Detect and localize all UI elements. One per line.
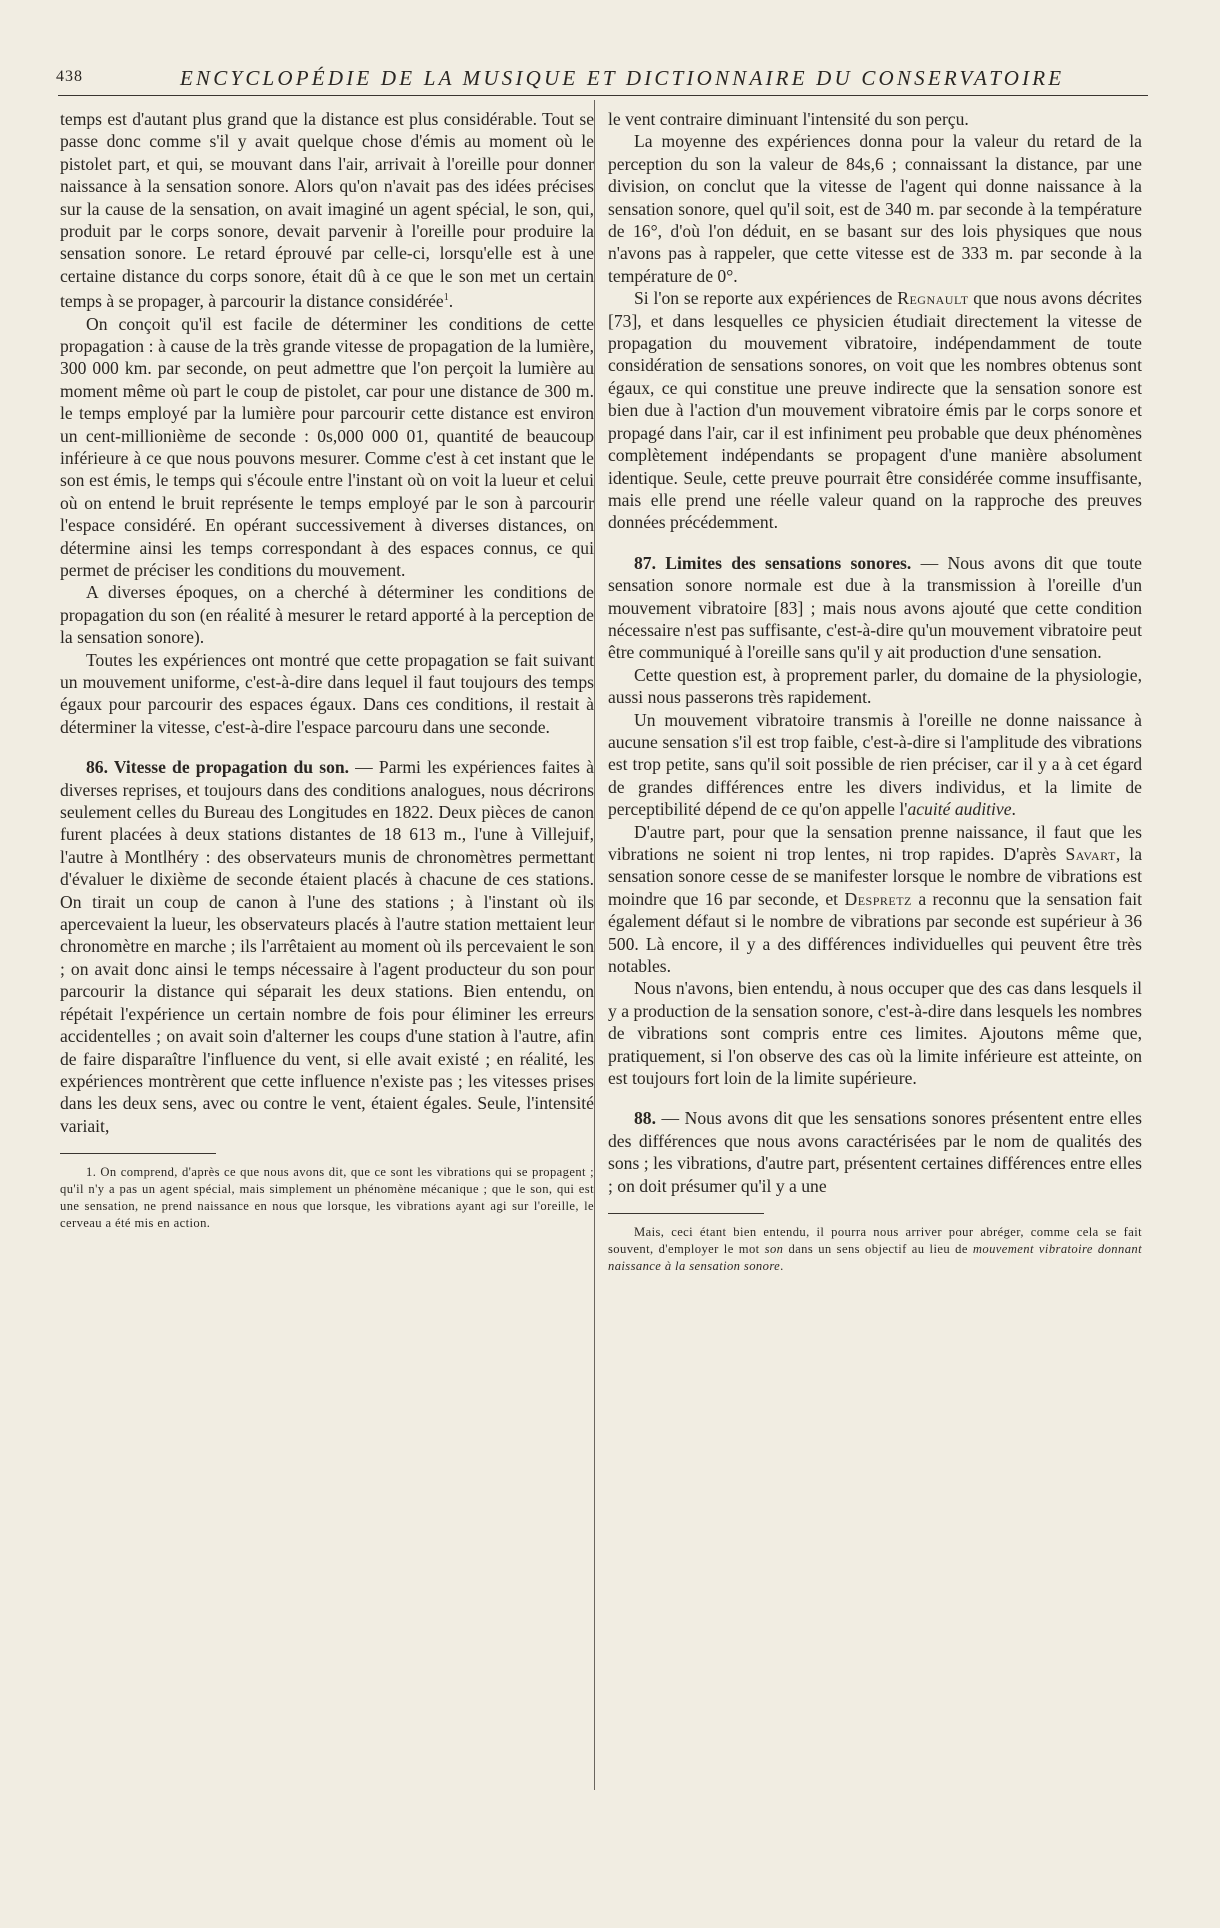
author-name: Despretz: [844, 888, 912, 909]
paragraph: Toutes les expériences ont montré que cette propagation se fait suivant un mouvement uniforme, c'est-à-dire dans lequel il faut toujours des temps égaux pour parcourir des espaces égaux. Dans ces conditions, il restait à déterminer la vitesse, c'est-à-dire l'espace parcouru dans une seconde.: [60, 649, 594, 737]
paragraph: temps est d'autant plus grand que la distance est plus considérable. Tout se passe donc comme s'il y avait quelque chose d'émis au moment où le pistolet part, et qui, se mouvant dans l'air, arrivait à l'oreille pour donner naissance à la sensation sonore. Alors qu'on n'avait pas des idées précises sur la cause de la sensation, on avait imaginé un agent spécial, le son, qui, produit par le corps sonore, devait parvenir à l'oreille pour produire la sensation sonore. Le retard éprouvé par celle-ci, lorsqu'elle est à une certaine distance du corps sonore, était dû à ce que le son met un certain temps à se propager, à parcourir la distance considérée$^1$.: [60, 109, 594, 312]
section-heading: 88.: [634, 1108, 656, 1129]
header-rule: [58, 95, 1148, 96]
emphasis: acuité auditive: [907, 799, 1012, 820]
paragraph: On conçoit qu'il est facile de déterminer les conditions de cette propagation : à cause de la très grande vitesse de propagation de la lumière, 300 000 km. par seconde, on peut admettre que l'on perçoit la lumière au moment même où part le coup de pistolet, car pour une distance de 300 m. le temps employé par la lumière pour parcourir cette distance est environ un cent-millionième de seconde : 0s,000 000 01, quantité de beaucoup inférieure à ce que nous pouvons mesurer. Comme c'est à cet instant que le son est émis, le temps qui s'écoule entre l'instant où on voit la lueur et celui où on entend le bruit représente le temps employé par le son à parcourir l'espace considéré. En opérant successivement à diverses distances, on détermine ainsi les temps correspondant à des espaces connus, ce qui permet de préciser les conditions du mouvement.: [60, 313, 594, 580]
column-divider: [594, 100, 595, 1790]
right-column: [608, 108, 1142, 1274]
running-title: ENCYCLOPÉDIE DE LA MUSIQUE ET DICTIONNAIRE DU CONSERVATOIRE: [180, 66, 1065, 90]
paragraph: A diverses époques, on a cherché à déterminer les conditions de propagation du son (en réalité à mesurer le retard apporté à la perception de la sensation sonore).: [60, 582, 594, 648]
author-name: Savart: [1065, 844, 1116, 864]
paragraph: le vent contraire diminuant l'intensité du son perçu.: [608, 109, 969, 129]
paragraph: Un mouvement vibratoire transmis à l'oreille ne donne naissance à aucune sensation s'il est trop faible, c'est-à-dire si l'amplitude des vibrations est trop petite, sans qu'il soit possible de rien préciser, car il y a à cet égard de grandes différences entre les divers individus, et la limite de perceptibilité dépend de ce qu'on appelle l'acuité auditive.: [608, 709, 1142, 820]
paragraph: Cette question est, à proprement parler, du domaine de la physiologie, aussi nous passerons très rapidement.: [608, 664, 1142, 708]
footnote-ref: 1: [443, 292, 449, 304]
section-86: 86. Vitesse de propagation du son. — Parmi les expériences faites à diverses reprises, et toujours dans des conditions analogues, nous décrirons seulement celles du Bureau des Longitudes en 1822. Deux pièces de canon furent placées à deux stations distantes de 18 613 m., l'une à Villejuif, l'autre à Montlhéry : des observateurs munis de chronomètres permettant d'évaluer le dixième de seconde étaient placés à chacune de ces stations. On tirait un coup de canon à l'une des stations ; à l'instant où ils apercevaient la lueur, les observateurs placés à l'autre station mettaient leur chronomètre en marche ; ils l'arrêtaient au moment où ils percevaient le son ; on avait donc ainsi le temps nécessaire à l'agent producteur du son pour parcourir la distance qui séparait les deux stations. Bien entendu, on répétait l'expérience un certain nombre de fois pour éliminer les erreurs accidentelles ; on avait soin d'alterner les coups d'une station à l'autre, afin de faire disparaître l'influence du vent, si elle avait existé ; en réalité, les expériences montrèrent que cette influence n'existe pas ; les vitesses prises dans les deux sens, avec ou contre le vent, étaient égales. Seule, l'intensité variait,: [60, 757, 594, 1136]
paragraph: D'autre part, pour que la sensation prenne naissance, il faut que les vibrations ne soient ni trop lentes, ni trop rapides. D'après Savart, la sensation sonore cesse de se manifester lorsque le nombre de vibrations est moindre que 16 par seconde, et Despretz a reconnu que la sensation fait également défaut si le nombre de vibrations par seconde est supérieur à 36 500. Là encore, il y a des différences individuelles qui peuvent être très notables.: [608, 821, 1143, 977]
page-header: [56, 66, 1150, 96]
section-87: 87. Limites des sensations sonores. — Nous avons dit que toute sensation sonore normale est due à la transmission à l'oreille d'un mouvement vibratoire [83] ; mais nous avons ajouté que cette condition nécessaire n'est pas suffisante, c'est-à-dire qu'un mouvement vibratoire peut être communiqué à l'oreille sans qu'il y ait production d'une sensation.: [608, 552, 1142, 663]
paragraph: Nous n'avons, bien entendu, à nous occuper que des cas dans lesquels il y a production de la sensation sonore, c'est-à-dire dans lesquels les nombres de vibrations sont compris entre ces limites. Ajoutons même que, pratiquement, si l'on observe des cas où la limite inférieure est atteinte, on est toujours fort loin de la limite supérieure.: [608, 978, 1142, 1089]
footnote-rule: [608, 1213, 764, 1214]
footnote-rule: [60, 1153, 216, 1154]
section-heading: 86. Vitesse de propagation du son.: [86, 757, 350, 778]
footnote: 1. On comprend, d'après ce que nous avons dit, que ce sont les vibrations qui se propagent ; qu'il n'y a pas un agent spécial, mais simplement un phénomène mécanique ; que le son, qui est une sensation, ne prend naissance en nous que lorsque, les vibrations ayant agi sur l'oreille, le cerveau a été mis en action.: [60, 1165, 594, 1230]
page-number: 438: [56, 68, 83, 85]
section-88: 88. — Nous avons dit que les sensations sonores présentent entre elles des différences que nous avons caractérisées par le nom de qualités des sons ; les vibrations, d'autre part, présentent certaines différences entre elles ; on doit présumer qu'il y a une: [608, 1108, 1142, 1196]
paragraph: La moyenne des expériences donna pour la valeur du retard de la perception du son la valeur de 84s,6 ; connaissant la distance, par une division, on conclut que la vitesse de l'agent qui donne naissance à la sensation sonore, quel qu'il soit, est de 340 m. par seconde à la température de 16°, d'où l'on déduit, en se basant sur des lois physiques que nous n'avons pas à rappeler, que cette vitesse est de 333 m. par seconde à la température de 0°.: [608, 131, 1142, 286]
left-column: [60, 108, 594, 1231]
paragraph: Si l'on se reporte aux expériences de Regnault que nous avons décrites [73], et dans lesquelles ce physicien étudiait directement la vitesse de propagation du mouvement vibratoire, indépendamment de toute considération de sensations sonores, on voit que les nombres obtenus sont égaux, ce qui constitue une preuve indirecte que la sensation sonore est bien due à l'action d'un mouvement vibratoire émis par le corps sonore et propagé dans l'air, car il est infiniment peu probable que deux phénomènes complètement indépendants se propagent d'une manière absolument identique. Seule, cette preuve pourrait être considérée comme insuffisante, mais elle prend une réelle valeur quand on la rapproche des preuves données précédemment.: [608, 288, 1143, 533]
footnote-continued: Mais, ceci étant bien entendu, il pourra nous arriver pour abréger, comme cela se fait souvent, d'employer le mot son dans un sens objectif au lieu de mouvement vibratoire donnant naissance à la sensation sonore.: [608, 1225, 1142, 1273]
author-name: Regnault: [897, 288, 969, 309]
section-heading: 87. Limites des sensations sonores.: [634, 552, 912, 573]
